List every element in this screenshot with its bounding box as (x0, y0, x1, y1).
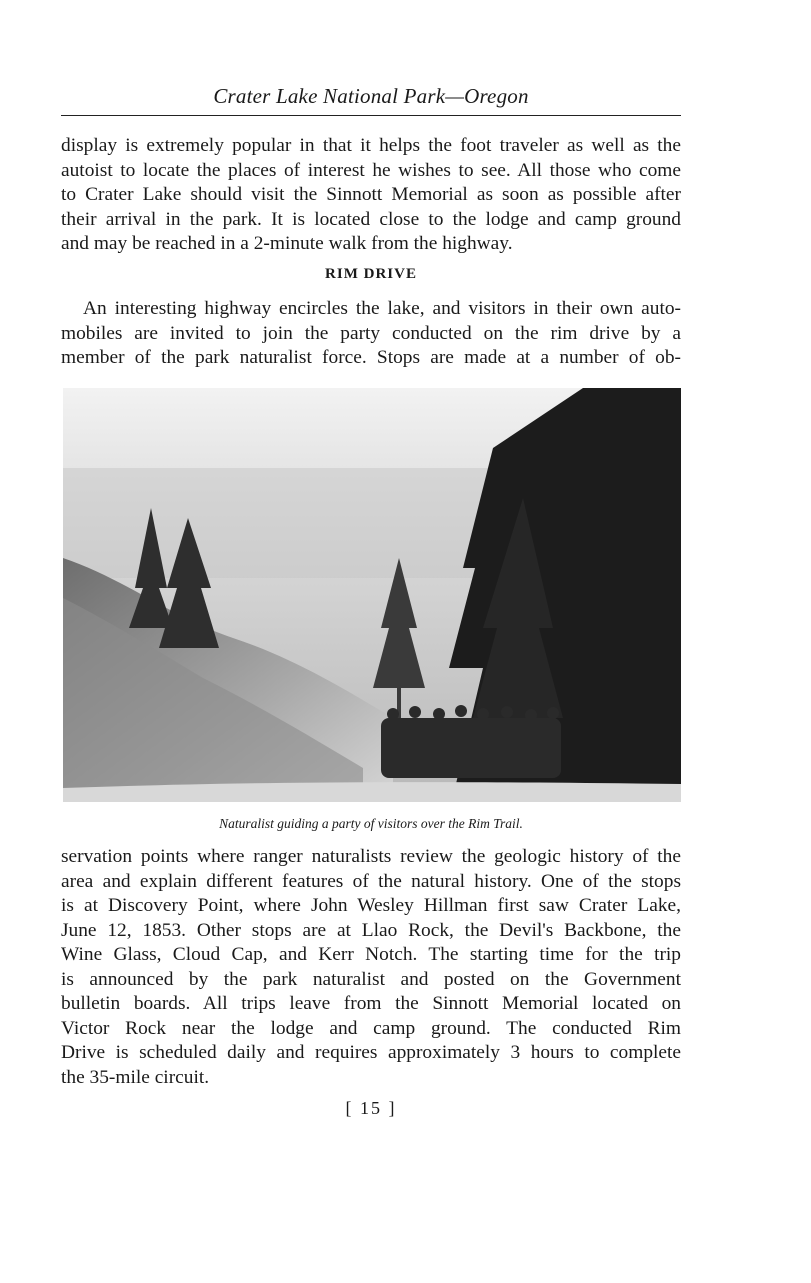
text-line: their arrival in the park. It is located close to the lodge and camp ground (61, 208, 681, 230)
paragraph-3 (61, 845, 681, 1090)
text-line: display is extremely popular in that it helps the foot traveler as well as the (61, 135, 681, 156)
text-line: is at Discovery Point, where John Wesley Hillman first saw Crater Lake, (61, 895, 681, 916)
header-rule (61, 115, 681, 116)
text-line: servation points where ranger naturalists review the geologic history of the (61, 846, 681, 867)
text-line: member of the park naturalist force. Stops are made at a number of ob- (61, 347, 681, 368)
paragraph-1 (61, 134, 681, 257)
text-line: and may be reached in a 2-minute walk from the highway. (61, 233, 513, 254)
photograph (63, 388, 681, 802)
text-line: Wine Glass, Cloud Cap, and Kerr Notch. The starting time for the trip (61, 944, 681, 965)
running-head: Crater Lake National Park—Oregon (213, 84, 529, 108)
text-line: Drive is scheduled daily and requires approximately 3 hours to complete (61, 1042, 681, 1063)
photo-caption: Naturalist guiding a party of visitors over the Rim Trail. (219, 816, 523, 831)
photo-illustration (63, 388, 681, 802)
text-line: mobiles are invited to join the party conducted on the rim drive by a (61, 322, 681, 344)
text-line: the 35-mile circuit. (61, 1066, 210, 1088)
text-line: Victor Rock near the lodge and camp ground. The conducted Rim (61, 1017, 681, 1039)
paragraph-2 (61, 297, 681, 371)
text-line: bulletin boards. All trips leave from the Sinnott Memorial located on (61, 993, 681, 1014)
text-line: June 12, 1853. Other stops are at Llao Rock, the Devil's Backbone, the (61, 919, 681, 941)
text-line: to Crater Lake should visit the Sinnott Memorial as soon as possible after (61, 184, 681, 205)
text-line: autoist to locate the places of interest he wishes to see. All those who come (61, 159, 681, 181)
page-number: [ 15 ] (345, 1098, 397, 1118)
text-line: is announced by the park naturalist and posted on the Government (61, 968, 681, 990)
section-title: RIM DRIVE (325, 266, 417, 282)
text-line: An interesting highway encircles the lake, and visitors in their own auto- (83, 298, 681, 319)
text-line: area and explain different features of the natural history. One of the stops (61, 870, 681, 892)
